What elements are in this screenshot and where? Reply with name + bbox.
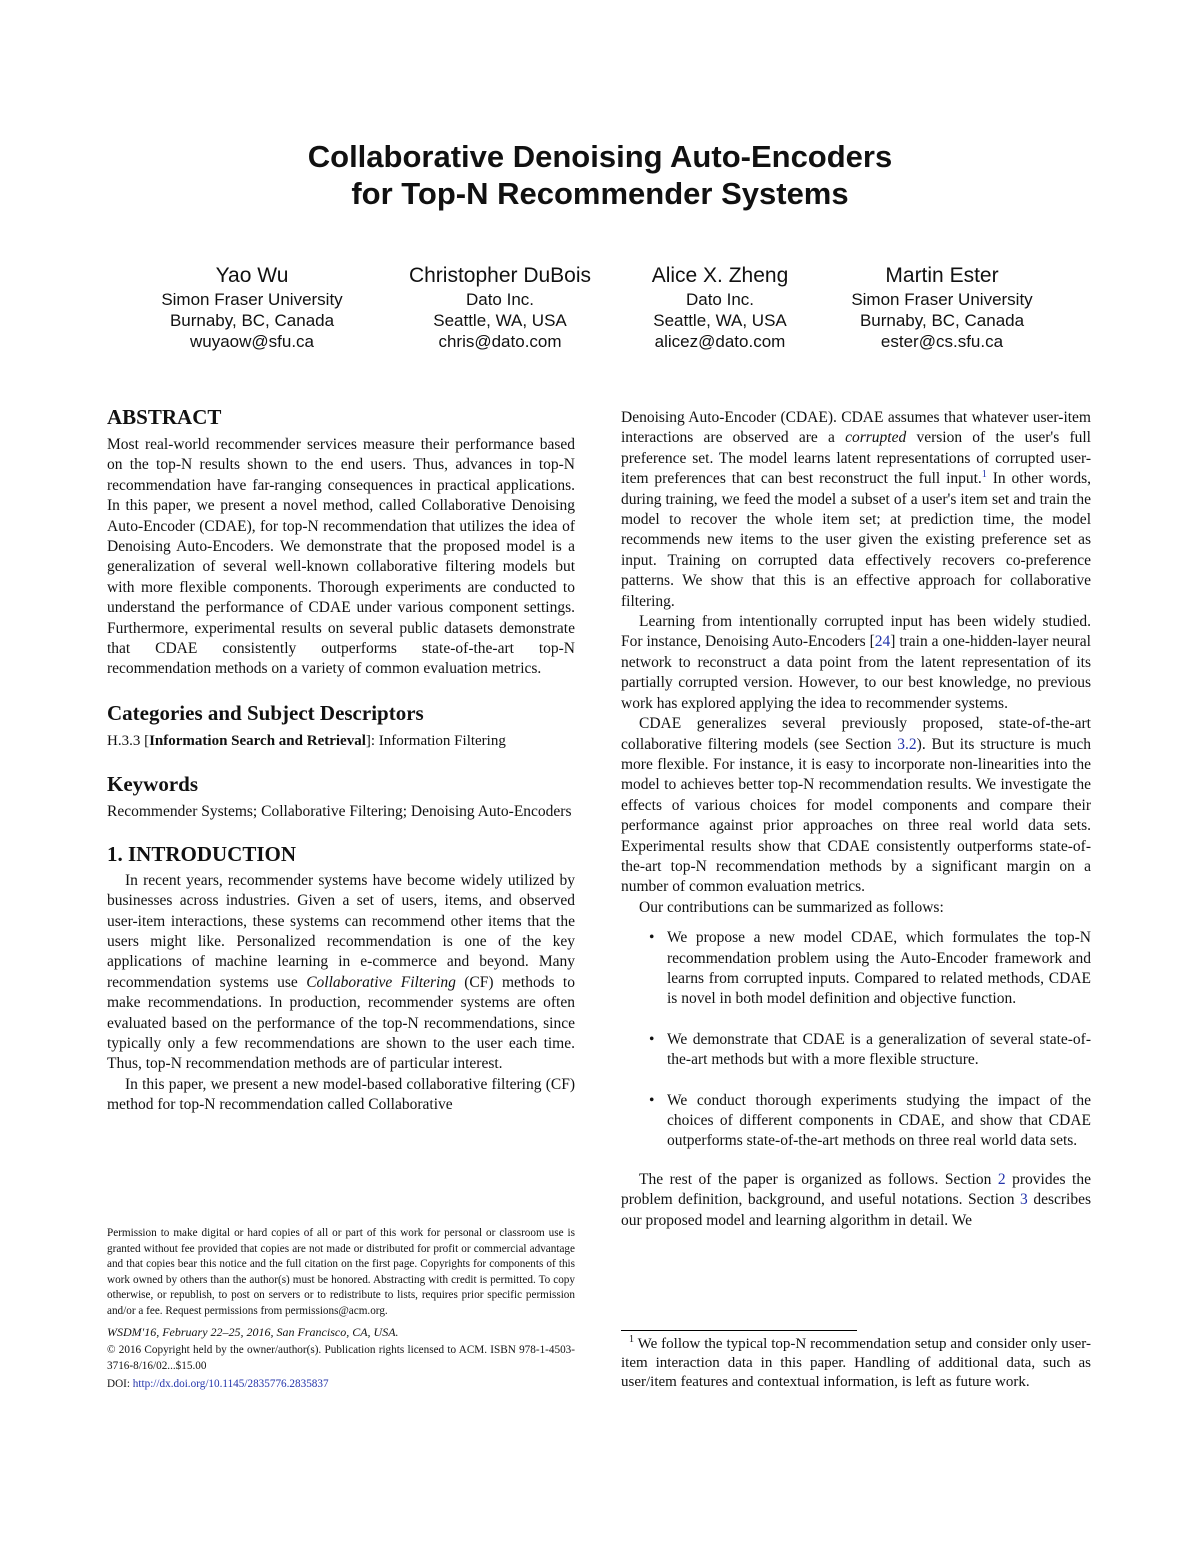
intro-p1-text: In recent years, recommender systems have become widely utilized by businesses across industries. Given a set of users, items, and observed user-item interactions, these systems can recommend other items that the users might like. Personalized recommendation is one of the key applications of machine learning in e-commerce and beyond. Many recommendation systems use [107, 871, 575, 991]
author-name: Christopher DuBois [408, 264, 592, 287]
right-p5-text: The rest of the paper is organized as follows. Section [639, 1170, 998, 1188]
right-p1-emphasis: corrupted [845, 429, 907, 447]
author-affiliation: Dato Inc. [465, 290, 535, 309]
citation-link[interactable]: 24 [874, 633, 891, 651]
footnote-text [621, 1335, 1091, 1392]
title-line-1: Collaborative Denoising Auto-Encoders [307, 139, 893, 174]
author-email: wuyaow@sfu.ca [189, 332, 315, 351]
categories-bold: Information Search and Retrieval [149, 732, 366, 749]
author-email: alicez@dato.com [654, 332, 786, 351]
keywords-text: Recommender Systems; Collaborative Filtering; Denoising Auto-Encoders [107, 803, 572, 821]
contribution-text: We propose a new model CDAE, which formulates the top-N recommendation problem using the Auto-Encoder framework and learns from corrupted inputs. Compared to related methods, CDAE is novel in both model definition and objective function. [667, 929, 1091, 1008]
intro-paragraph-2: In this paper, we present a new model-based collaborative filtering (CF) method for top-N recommendation called Collaborative [107, 1075, 575, 1114]
right-p5-text-2: provides the problem definition, background, and useful notations. Section [621, 1170, 1091, 1209]
contribution-text: We demonstrate that CDAE is a generalization of several state-of-the-art methods but with a more flexible structure. [667, 1030, 1091, 1069]
author-block [590, 263, 850, 352]
right-p2-text: Learning from intentionally corrupted input has been widely studied. For instance, Denoising Auto-Encoders [ [621, 613, 1091, 651]
contribution-item [621, 1030, 1091, 1071]
contributions-list [621, 928, 1091, 1152]
right-p1-text-2: version of the user's full preference set. The model learns latent representations of corrupted user-item preferences that can best reconstruct the full input. [621, 429, 1091, 488]
paper-title [0, 138, 1200, 212]
author-affiliation: Dato Inc. [685, 290, 755, 309]
right-p5-text-3: describes our proposed model and learning algorithm in detail. We [621, 1191, 1092, 1229]
abstract-text: Most real-world recommender services measure their performance based on the top-N results shown to the end users. Thus, advances in top-N recommendation have far-ranging consequences in practical applications. In this paper, we present a novel method, called Collaborative Denoising Auto-Encoder (CDAE), for top-N recommendation that utilizes the idea of Denoising Auto-Encoders. We demonstrate that the proposed model is a generalization of several well-known collaborative filtering models but with more flexible components. Thorough experiments are conducted to understand the performance of CDAE under various component settings. Furthermore, experimental results on several public datasets demonstrate that CDAE consistently outperforms state-of-the-art top-N recommendation methods on a variety of common evaluation metrics. [107, 436, 575, 678]
doi-line [107, 1377, 575, 1393]
author-email: ester@cs.sfu.ca [880, 332, 1004, 351]
footnote-ref[interactable]: 1 [981, 469, 987, 481]
title-line-2: for Top-N Recommender Systems [351, 176, 849, 211]
section-link[interactable]: 3 [1020, 1191, 1028, 1209]
bullet-icon: • [649, 1091, 655, 1109]
author-affiliation: Simon Fraser University [161, 290, 343, 309]
right-paragraph-5 [621, 1170, 1091, 1231]
contribution-item [621, 1091, 1091, 1152]
right-paragraph-4: Our contributions can be summarized as follows: [639, 898, 944, 916]
right-p1-text: Denoising Auto-Encoder (CDAE). CDAE assumes that whatever user-item interactions are observed are a [621, 409, 1091, 447]
permission-block [107, 1226, 575, 1393]
author-block [122, 263, 382, 352]
author-email: chris@dato.com [438, 332, 562, 351]
author-name: Alice X. Zheng [651, 264, 789, 287]
categories-text [107, 731, 575, 751]
author-block [812, 263, 1072, 352]
author-affiliation: Simon Fraser University [851, 290, 1033, 309]
doi-label: DOI: [107, 1378, 133, 1391]
author-location: Seattle, WA, USA [433, 311, 567, 330]
section-link[interactable]: 2 [997, 1170, 1006, 1188]
copyright-info: © 2016 Copyright held by the owner/author(s). Publication rights licensed to ACM. ISBN 978-1-4503-3716-8/16/02...$15.00 [107, 1344, 575, 1372]
right-paragraph-2 [621, 612, 1091, 714]
right-p2-text-2: ] train a one-hidden-layer neural network to reconstruct a data point from the latent representation of its partially corrupted version. However, to our best knowledge, no previous work has explored applying the idea to recommender systems. [621, 633, 1091, 712]
categories-rest: ]: Information Filtering [365, 732, 506, 749]
footnote-rule [621, 1330, 857, 1331]
bullet-icon: • [649, 929, 655, 947]
contribution-text: We conduct thorough experiments studying the impact of the choices of different components in CDAE, and show that CDAE outperforms state-of-the-art methods on three real world data sets. [667, 1091, 1091, 1150]
footnote-number: 1 [629, 1334, 634, 1345]
author-location: Burnaby, BC, Canada [859, 311, 1025, 330]
intro-heading: 1. INTRODUCTION [107, 841, 297, 866]
right-column [621, 408, 1091, 1231]
author-location: Burnaby, BC, Canada [169, 311, 335, 330]
intro-p1-emphasis: Collaborative Filtering [306, 973, 456, 991]
right-paragraph-1 [621, 408, 1091, 612]
author-name: Yao Wu [215, 264, 289, 287]
footnote-block [621, 1330, 1091, 1392]
bullet-icon: • [649, 1030, 655, 1048]
right-paragraph-3 [621, 714, 1091, 898]
author-name: Martin Ester [885, 264, 999, 287]
author-location: Seattle, WA, USA [653, 311, 787, 330]
categories-heading: Categories and Subject Descriptors [107, 700, 424, 725]
left-column [107, 404, 575, 1116]
categories-code: H.3.3 [ [107, 732, 150, 749]
doi-link[interactable]: http://dx.doi.org/10.1145/2835776.2835837 [132, 1378, 329, 1391]
right-p3-text: CDAE generalizes several previously proposed, state-of-the-art collaborative filtering models (see Section [621, 715, 1091, 753]
right-p1-text-3: In other words, during training, we feed the model a subset of a user's item set and train the model to recover the whole item set; at prediction time, the model recommends new items to the user given the existing preference set as input. Training on corrupted data effectively recovers co-preference patterns. We show that this is an effective approach for collaborative filtering. [621, 470, 1091, 610]
section-link[interactable]: 3.2 [897, 735, 917, 753]
intro-paragraph-1 [107, 871, 575, 1075]
right-p3-text-2: ). But its structure is much more flexible. For instance, it is easy to incorporate non-linearities into the model to achieves better top-N recommendation results. We investigate the effects of various choices for model components and compare their performance against prior approaches on three real world data sets. Experimental results show that CDAE consistently outperforms state-of-the-art top-N recommendation methods by a significant margin on a number of common evaluation metrics. [621, 735, 1091, 896]
keywords-heading: Keywords [107, 772, 198, 797]
contribution-item [621, 928, 1091, 1010]
permission-text: Permission to make digital or hard copies of all or part of this work for personal or classroom use is granted without fee provided that copies are not made or distributed for profit or commercial advantage and that copies bear this notice and the full citation on the first page. Copyrights for components of this work owned by others than the author(s) must be honored. Abstracting with credit is permitted. To copy otherwise, or republish, to post on servers or to redistribute to lists, requires prior specific permission and/or a fee. Request permissions from permissions@acm.org. [107, 1227, 575, 1317]
conference-info: WSDM'16, February 22–25, 2016, San Francisco, CA, USA. [107, 1324, 399, 1339]
footnote-body: We follow the typical top-N recommendation setup and consider only user-item interaction data in this paper. Handling of additional data, such as user/item features and contextual information, is left as future work. [621, 1336, 1091, 1390]
abstract-heading: ABSTRACT [107, 405, 222, 429]
intro-p1-text-2: (CF) methods to make recommendations. In production, recommender systems are often evaluated based on the performance of the top-N recommendations, since typically only a few recommendations are shown to the user each time. Thus, top-N recommendation methods are of particular interest. [107, 973, 575, 1073]
